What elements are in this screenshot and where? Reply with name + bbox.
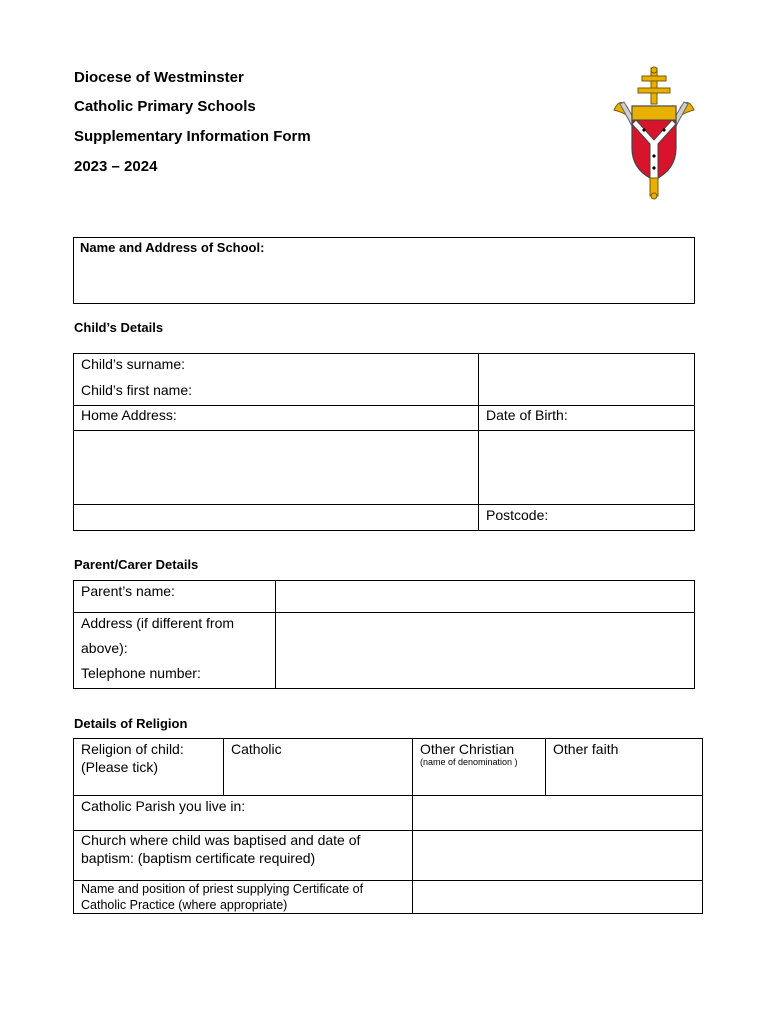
child-table-rule-1	[73, 405, 695, 406]
religion-divider-3	[545, 738, 546, 795]
child-first-name-label: Child’s first name:	[81, 382, 193, 398]
religion-rule-1	[73, 795, 703, 796]
religion-rule-2	[73, 830, 703, 831]
parent-address-label-2: above):	[81, 640, 128, 656]
child-details-heading: Child’s Details	[74, 320, 164, 335]
parent-name-label: Parent’s name:	[81, 583, 175, 599]
parent-address-label-1: Address (if different from	[81, 615, 235, 631]
religion-rule-3	[73, 880, 703, 881]
religion-divider-2	[412, 738, 413, 914]
church-label-2: baptism: (baptism certificate required)	[81, 850, 316, 866]
title-year: 2023 – 2024	[74, 158, 158, 175]
other-faith-option[interactable]: Other faith	[553, 741, 619, 757]
home-address-label: Home Address:	[81, 407, 177, 423]
priest-label-2: Catholic Practice (where appropriate)	[81, 898, 288, 912]
parent-details-heading: Parent/Carer Details	[74, 557, 199, 572]
parent-table-divider	[275, 580, 276, 689]
title-form: Supplementary Information Form	[74, 128, 311, 145]
catholic-option[interactable]: Catholic	[231, 741, 282, 757]
school-label: Name and Address of School:	[80, 240, 265, 255]
dob-label: Date of Birth:	[486, 407, 568, 423]
title-diocese: Diocese of Westminster	[74, 69, 244, 86]
title-schools: Catholic Primary Schools	[74, 98, 256, 115]
diocese-crest	[610, 66, 698, 200]
religion-divider-1	[223, 738, 224, 795]
telephone-label: Telephone number:	[81, 665, 201, 681]
child-table-rule-3	[73, 504, 695, 505]
priest-label-1: Name and position of priest supplying Certificate of	[81, 882, 364, 896]
church-label-1: Church where child was baptised and date of	[81, 832, 361, 848]
denomination-hint: (name of denomination )	[420, 757, 518, 767]
postcode-label: Postcode:	[486, 507, 549, 523]
other-christian-option[interactable]: Other Christian	[420, 741, 515, 757]
child-surname-label: Child’s surname:	[81, 356, 186, 372]
religion-heading: Details of Religion	[74, 716, 188, 731]
religion-label-2: (Please tick)	[81, 759, 159, 775]
parish-label: Catholic Parish you live in:	[81, 798, 246, 814]
religion-label-1: Religion of child:	[81, 741, 184, 757]
parent-table-rule-1	[73, 612, 695, 613]
child-table-rule-2	[73, 430, 695, 431]
